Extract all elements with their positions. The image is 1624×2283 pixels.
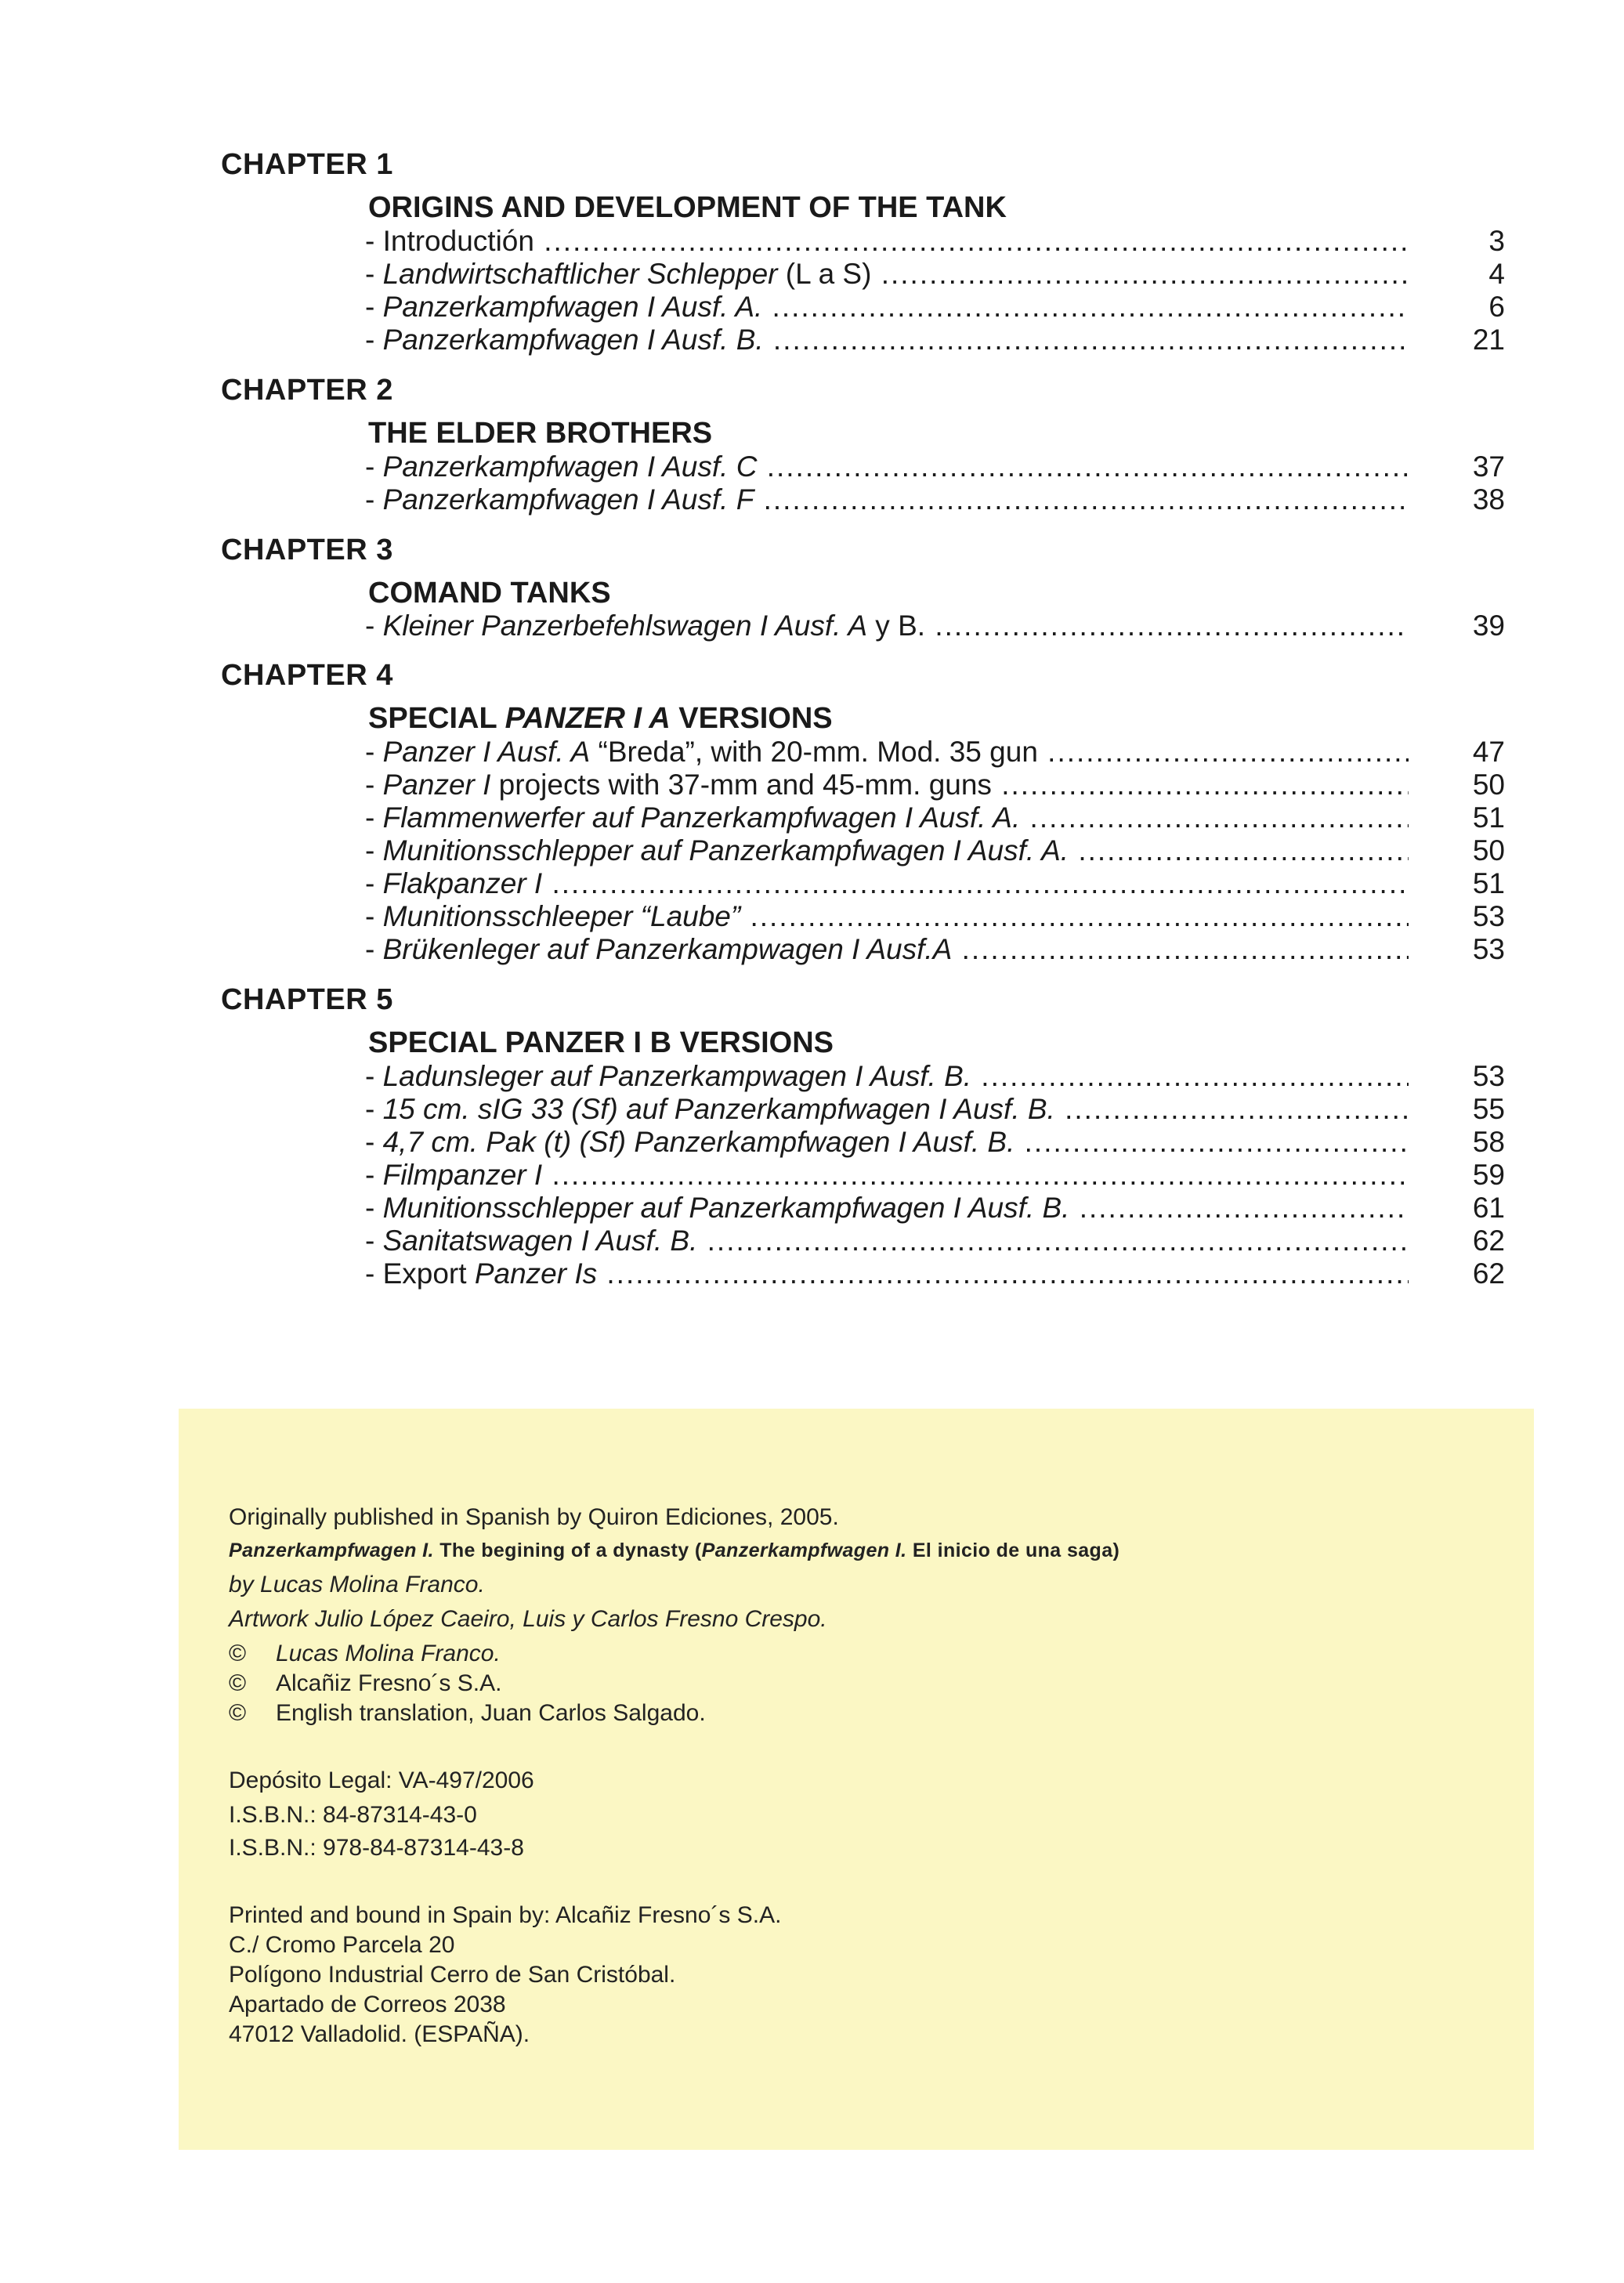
entry-title: 15 cm. sIG 33 (Sf) auf Panzerkampfwagen I Ausf. B.	[382, 1093, 1055, 1125]
entry-title: Panzer I	[382, 769, 491, 801]
page-number: 38	[1472, 483, 1505, 516]
toc-entry[interactable]	[365, 609, 1505, 643]
entry-prefix: -	[365, 450, 383, 483]
entry-prefix: -	[365, 1159, 383, 1191]
toc-entry[interactable]	[365, 450, 1505, 484]
page-number: 53	[1472, 933, 1505, 965]
copyright-line-1	[229, 1639, 501, 1669]
page-number: 51	[1472, 801, 1505, 834]
entry-prefix: -	[365, 610, 383, 642]
page-number: 21	[1472, 324, 1505, 356]
entry-title: Brükenleger auf Panzerkampwagen I Ausf.A	[382, 933, 953, 965]
book-title-line	[229, 1536, 1119, 1565]
book-title-en: Panzerkampfwagen I.	[229, 1539, 434, 1561]
entry-prefix: -	[365, 900, 383, 932]
chapter-3-label: CHAPTER 3	[221, 534, 393, 566]
page-number: 53	[1472, 1060, 1505, 1092]
page-number: 39	[1472, 610, 1505, 642]
toc-entry[interactable]	[365, 801, 1505, 835]
page-number: 3	[1488, 225, 1505, 257]
artwork-line: Artwork Julio López Caeiro, Luis y Carlos Fresno Crespo.	[229, 1606, 827, 1632]
entry-title: Munitionsschlepper auf Panzerkampfwagen I Ausf. A.	[382, 834, 1069, 867]
entry-prefix: - Introductión	[365, 225, 534, 257]
entry-title: Sanitatswagen I Ausf. B.	[382, 1225, 698, 1257]
entry-prefix: -	[365, 834, 383, 867]
copyright-icon: ©	[229, 1641, 247, 1666]
toc-entry[interactable]	[365, 1158, 1505, 1192]
entry-prefix: -	[365, 1126, 383, 1158]
toc-entry[interactable]	[365, 1257, 1505, 1291]
chapter-2-label: CHAPTER 2	[221, 374, 393, 407]
toc-entry[interactable]	[365, 834, 1505, 868]
entry-title: Munitionsschlepper auf Panzerkampfwagen I Ausf. B.	[382, 1192, 1070, 1224]
entry-title: Ladunsleger auf Panzerkampwagen I Ausf. B.	[382, 1060, 972, 1092]
copyright-icon: ©	[229, 1670, 247, 1696]
copyright-line-3	[229, 1699, 706, 1728]
page-number: 51	[1472, 867, 1505, 899]
chapter-5-label: CHAPTER 5	[221, 983, 393, 1016]
entry-title: Panzer I Ausf. A	[382, 736, 591, 768]
page-number: 61	[1472, 1192, 1505, 1224]
page-number: 62	[1472, 1225, 1505, 1257]
book-subtitle-es: El inicio de una saga)	[906, 1539, 1120, 1561]
copyright-text: English translation, Juan Carlos Salgado.	[276, 1700, 706, 1726]
entry-suffix: “Breda”, with 20-mm. Mod. 35 gun	[590, 736, 1038, 768]
entry-title: Panzer Is	[474, 1257, 598, 1290]
entry-prefix: -	[365, 1225, 383, 1257]
entry-prefix: -	[365, 801, 383, 834]
published-note: Originally published in Spanish by Quiron Ediciones, 2005.	[229, 1504, 839, 1530]
entry-title: Landwirtschaftlicher Schlepper	[382, 258, 778, 290]
book-subtitle-en: The begining of a dynasty (	[433, 1539, 702, 1561]
copyright-icon: ©	[229, 1700, 247, 1726]
toc-entry[interactable]	[365, 323, 1505, 357]
book-title-es: Panzerkampfwagen I.	[701, 1539, 907, 1561]
entry-prefix: -	[365, 769, 383, 801]
toc-entry[interactable]	[365, 899, 1505, 934]
entry-suffix: projects with 37-mm and 45-mm. guns	[490, 769, 992, 801]
page-number: 6	[1488, 291, 1505, 323]
entry-prefix: -	[365, 483, 383, 516]
entry-prefix: -	[365, 1192, 383, 1224]
title-suffix: VERSIONS	[670, 702, 833, 735]
address-line-1: C./ Cromo Parcela 20	[229, 1932, 455, 1958]
copyright-line-2	[229, 1669, 501, 1699]
toc-entry[interactable]	[365, 1191, 1505, 1225]
toc-entry[interactable]	[365, 932, 1505, 967]
chapter-5-title: SPECIAL PANZER I B VERSIONS	[368, 1026, 834, 1059]
page-number: 47	[1472, 736, 1505, 768]
chapter-1-label: CHAPTER 1	[221, 148, 393, 181]
entry-suffix: y B.	[867, 610, 926, 642]
chapter-1-title: ORIGINS AND DEVELOPMENT OF THE TANK	[368, 191, 1007, 224]
entry-title: Panzerkampfwagen I Ausf. B.	[382, 324, 764, 356]
toc-entry[interactable]	[365, 290, 1505, 324]
address-line-4: 47012 Valladolid. (ESPAÑA).	[229, 2021, 530, 2047]
entry-prefix: -	[365, 258, 383, 290]
author-line: by Lucas Molina Franco.	[229, 1572, 485, 1597]
entry-prefix: -	[365, 1093, 383, 1125]
page-number: 62	[1472, 1257, 1505, 1290]
chapter-3-title: COMAND TANKS	[368, 577, 611, 610]
toc-entry[interactable]	[365, 1125, 1505, 1160]
colophon-box	[179, 1409, 1534, 2150]
copyright-text: Lucas Molina Franco.	[276, 1641, 501, 1666]
toc-entry[interactable]	[365, 867, 1505, 901]
printed-by: Printed and bound in Spain by: Alcañiz Fresno´s S.A.	[229, 1902, 782, 1928]
copyright-text: Alcañiz Fresno´s S.A.	[276, 1670, 502, 1696]
address-line-2: Polígono Industrial Cerro de San Cristóbal.	[229, 1962, 676, 1988]
toc-entry[interactable]	[365, 1224, 1505, 1258]
page-number: 53	[1472, 900, 1505, 932]
toc-entry[interactable]	[365, 735, 1505, 769]
page-number: 50	[1472, 834, 1505, 867]
entry-title: 4,7 cm. Pak (t) (Sf) Panzerkampfwagen I Ausf. B.	[382, 1126, 1015, 1158]
title-prefix: SPECIAL	[368, 702, 505, 735]
entry-title: Panzerkampfwagen I Ausf. F	[382, 483, 754, 516]
toc-entry[interactable]	[365, 224, 1505, 259]
entry-prefix: - Export	[365, 1257, 475, 1290]
page-number: 59	[1472, 1159, 1505, 1191]
entry-prefix: -	[365, 291, 383, 323]
entry-title: Munitionsschleeper “Laube”	[382, 900, 741, 932]
isbn-10: I.S.B.N.: 84-87314-43-0	[229, 1802, 477, 1828]
entry-title: Flakpanzer I	[382, 867, 543, 899]
entry-title: Kleiner Panzerbefehlswagen I Ausf. A	[382, 610, 868, 642]
chapter-4-label: CHAPTER 4	[221, 659, 393, 692]
isbn-13: I.S.B.N.: 978-84-87314-43-8	[229, 1835, 524, 1861]
address-line-3: Apartado de Correos 2038	[229, 1992, 506, 2017]
entry-title: Panzerkampfwagen I Ausf. C	[382, 450, 758, 483]
page-number: 58	[1472, 1126, 1505, 1158]
entry-title: Flammenwerfer auf Panzerkampfwagen I Ausf. A.	[382, 801, 1021, 834]
chapter-2-title: THE ELDER BROTHERS	[368, 417, 713, 450]
toc-entry[interactable]	[365, 768, 1505, 802]
entry-suffix: (L a S)	[777, 258, 872, 290]
page-number: 37	[1472, 450, 1505, 483]
toc-entry[interactable]	[365, 257, 1505, 291]
page-number: 50	[1472, 769, 1505, 801]
deposito-legal: Depósito Legal: VA-497/2006	[229, 1767, 534, 1793]
entry-title: Panzerkampfwagen I Ausf. A.	[382, 291, 763, 323]
page-number: 55	[1472, 1093, 1505, 1125]
page-number: 4	[1488, 258, 1505, 290]
title-italic: PANZER I A	[505, 702, 671, 735]
entry-prefix: -	[365, 1060, 383, 1092]
entry-prefix: -	[365, 324, 383, 356]
toc-entry[interactable]	[365, 1092, 1505, 1127]
entry-prefix: -	[365, 933, 383, 965]
toc-entry[interactable]	[365, 483, 1505, 517]
chapter-4-title	[368, 701, 833, 736]
toc-entry[interactable]	[365, 1059, 1505, 1094]
entry-title: Filmpanzer I	[382, 1159, 543, 1191]
entry-prefix: -	[365, 736, 383, 768]
entry-prefix: -	[365, 867, 383, 899]
